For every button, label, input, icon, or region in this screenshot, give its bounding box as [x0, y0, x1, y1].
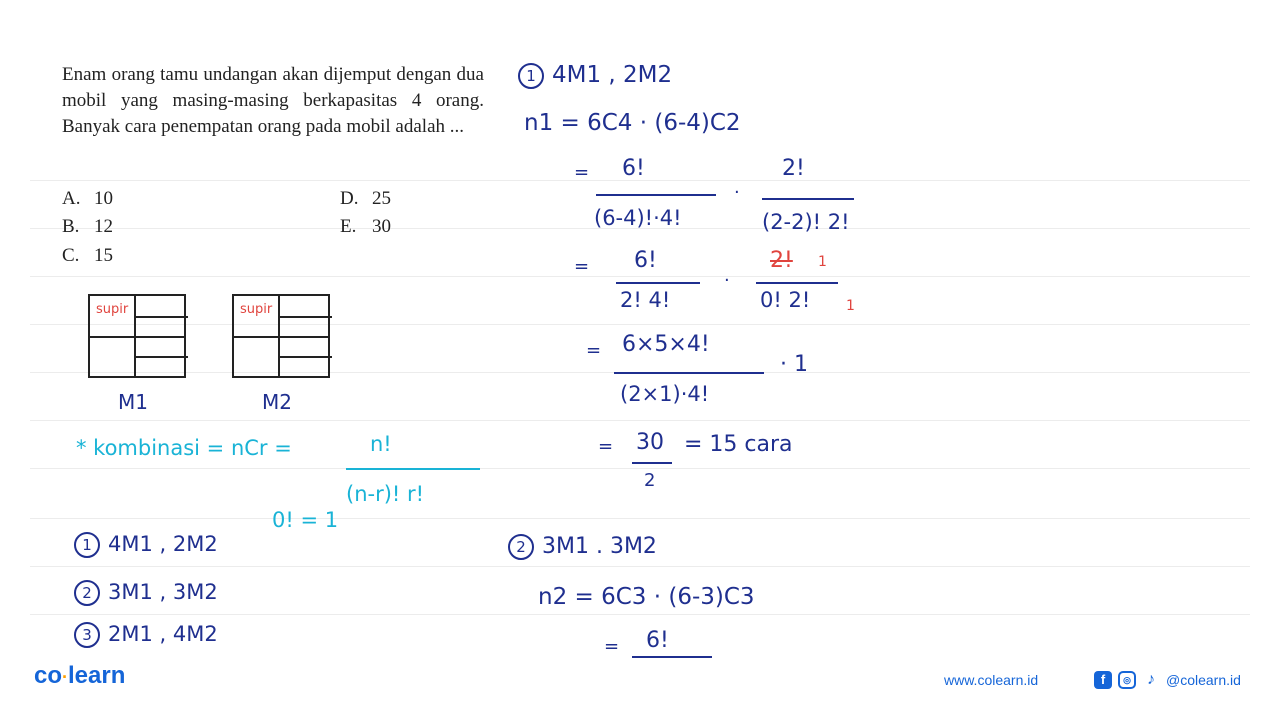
tiktok-icon[interactable]: ♪ [1147, 671, 1155, 688]
ruled-line [30, 468, 1250, 469]
colearn-logo[interactable]: co·learn [34, 662, 126, 689]
ruled-line [30, 614, 1250, 615]
result-denominator: 2 [644, 470, 656, 491]
formula-lead: * kombinasi = nCr = [76, 436, 292, 460]
times-one: · 1 [780, 352, 808, 377]
equals-sign: = [574, 256, 590, 277]
social-links [1094, 669, 1241, 691]
frac5-numerator: 6×5×4! [622, 332, 710, 357]
work2-n2-line: n2 = 6C3 · (6-3)C3 [538, 584, 755, 610]
multiply-dot: · [734, 182, 740, 203]
formula-denominator: (n-r)! r! [346, 482, 425, 506]
option-a: A. 10 [62, 188, 113, 209]
car-diagram-m2 [232, 294, 330, 378]
driver-label: supir [240, 302, 273, 317]
ruled-line [30, 518, 1250, 519]
car-label-m1: M1 [118, 390, 148, 414]
result-ways: = 15 cara [684, 432, 793, 457]
instagram-icon[interactable]: ◎ [1118, 671, 1136, 689]
equals-sign: = [574, 162, 590, 183]
ruled-line [30, 420, 1250, 421]
driver-label: supir [96, 302, 129, 317]
work1-n1-line: n1 = 6C4 · (6-4)C2 [524, 110, 741, 136]
equals-sign: = [604, 636, 620, 657]
option-c: C. 15 [62, 245, 113, 266]
cancel-result: 1 [818, 254, 827, 270]
frac4-denominator: 0! 2! [760, 288, 811, 312]
zero-factorial-note: 0! = 1 [272, 508, 339, 532]
fraction-bar [346, 468, 480, 470]
multiply-dot: · [724, 270, 730, 291]
cancel-result: 1 [846, 298, 855, 314]
fraction-bar [762, 198, 854, 200]
fraction-bar [756, 282, 838, 284]
frac5-denominator: (2×1)·4! [620, 382, 710, 406]
fraction-bar [614, 372, 764, 374]
frac1-denominator: (6-4)!·4! [594, 206, 682, 230]
equals-sign: = [586, 340, 602, 361]
fraction-bar [616, 282, 700, 284]
website-link[interactable]: www.colearn.id [944, 672, 1039, 688]
ruled-line [30, 566, 1250, 567]
frac2-numerator: 2! [782, 156, 805, 181]
work2-heading: 2 3M1 . 3M2 [508, 534, 657, 560]
fraction-bar [632, 656, 712, 658]
fraction-bar [632, 462, 672, 464]
problem-text: Enam orang tamu undangan akan dijemput dengan dua mobil yang masing-masing berkapasitas 4 orang. Banyak cara penempatan orang pada mobil adalah ... [62, 64, 484, 137]
fraction-bar [596, 194, 716, 196]
car-diagram-m1 [88, 294, 186, 378]
frac2-denominator: (2-2)! 2! [762, 210, 850, 234]
ruled-line [30, 324, 1250, 325]
option-b: B. 12 [62, 216, 113, 237]
case-3: 3 2M1 , 4M2 [74, 622, 218, 648]
formula-numerator: n! [370, 432, 392, 456]
option-e: E. 30 [340, 216, 391, 237]
case-1: 1 4M1 , 2M2 [74, 532, 218, 558]
case-2: 2 3M1 , 3M2 [74, 580, 218, 606]
facebook-icon[interactable]: f [1094, 671, 1112, 689]
footer [0, 660, 1280, 700]
frac3-numerator: 6! [634, 248, 657, 273]
social-handle[interactable]: @colearn.id [1166, 672, 1241, 688]
frac1-numerator: 6! [622, 156, 645, 181]
frac4-numerator-cancelled: 2! [770, 248, 793, 273]
frac3-denominator: 2! 4! [620, 288, 671, 312]
result-numerator: 30 [636, 430, 664, 455]
work1-heading: 1 4M1 , 2M2 [518, 62, 672, 89]
equals-sign: = [598, 436, 614, 457]
work2-numerator: 6! [646, 628, 669, 653]
option-d: D. 25 [340, 188, 391, 209]
car-label-m2: M2 [262, 390, 292, 414]
ruled-line [30, 276, 1250, 277]
